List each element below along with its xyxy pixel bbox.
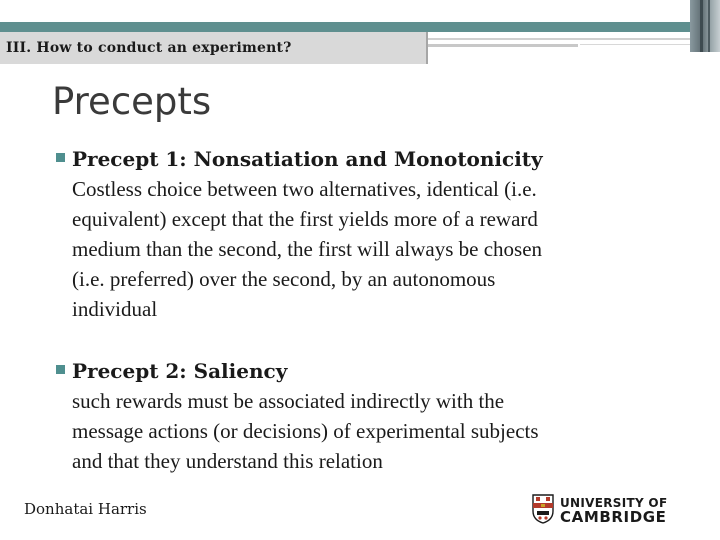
top-band bbox=[0, 0, 720, 22]
section-header-tab bbox=[0, 32, 428, 64]
body-line: (i.e. preferred) over the second, by an autonomous bbox=[72, 267, 496, 291]
university-logo bbox=[532, 494, 682, 528]
bullet-body bbox=[56, 386, 696, 476]
body-line: equivalent) except that the first yields more of a reward bbox=[72, 207, 538, 231]
bullet-heading-row bbox=[56, 358, 696, 384]
bullet-heading: Precept 1: Nonsatiation and Monotonicity bbox=[72, 147, 543, 171]
header-rule bbox=[580, 44, 690, 45]
cambridge-crest-icon bbox=[532, 494, 554, 524]
logo-line: CAMBRIDGE bbox=[560, 508, 667, 526]
corner-decoration bbox=[690, 0, 720, 52]
bullet-item bbox=[56, 358, 696, 476]
header-rule bbox=[428, 38, 690, 40]
section-label: III. How to conduct an experiment? bbox=[6, 40, 292, 56]
square-bullet-icon bbox=[56, 365, 65, 374]
header-rule bbox=[428, 44, 578, 47]
body-line: Costless choice between two alternatives, identical (i.e. bbox=[72, 177, 537, 201]
body-line: individual bbox=[72, 297, 158, 321]
body-line: medium than the second, the first will always be chosen bbox=[72, 237, 543, 261]
body-line: and that they understand this relation bbox=[72, 449, 383, 473]
bullet-body bbox=[56, 174, 696, 324]
logo-line: UNIVERSITY OF bbox=[560, 496, 668, 510]
body-line: message actions (or decisions) of experimental subjects bbox=[72, 419, 539, 443]
bullet-heading-row bbox=[56, 146, 696, 172]
body-line: such rewards must be associated indirectly with the bbox=[72, 389, 505, 413]
header-accent-band bbox=[0, 22, 720, 32]
bullet-heading: Precept 2: Saliency bbox=[72, 359, 288, 383]
author-name: Donhatai Harris bbox=[24, 500, 147, 518]
square-bullet-icon bbox=[56, 153, 65, 162]
logo-wordmark bbox=[560, 496, 667, 524]
bullet-item bbox=[56, 146, 696, 324]
slide-title: Precepts bbox=[52, 80, 212, 123]
